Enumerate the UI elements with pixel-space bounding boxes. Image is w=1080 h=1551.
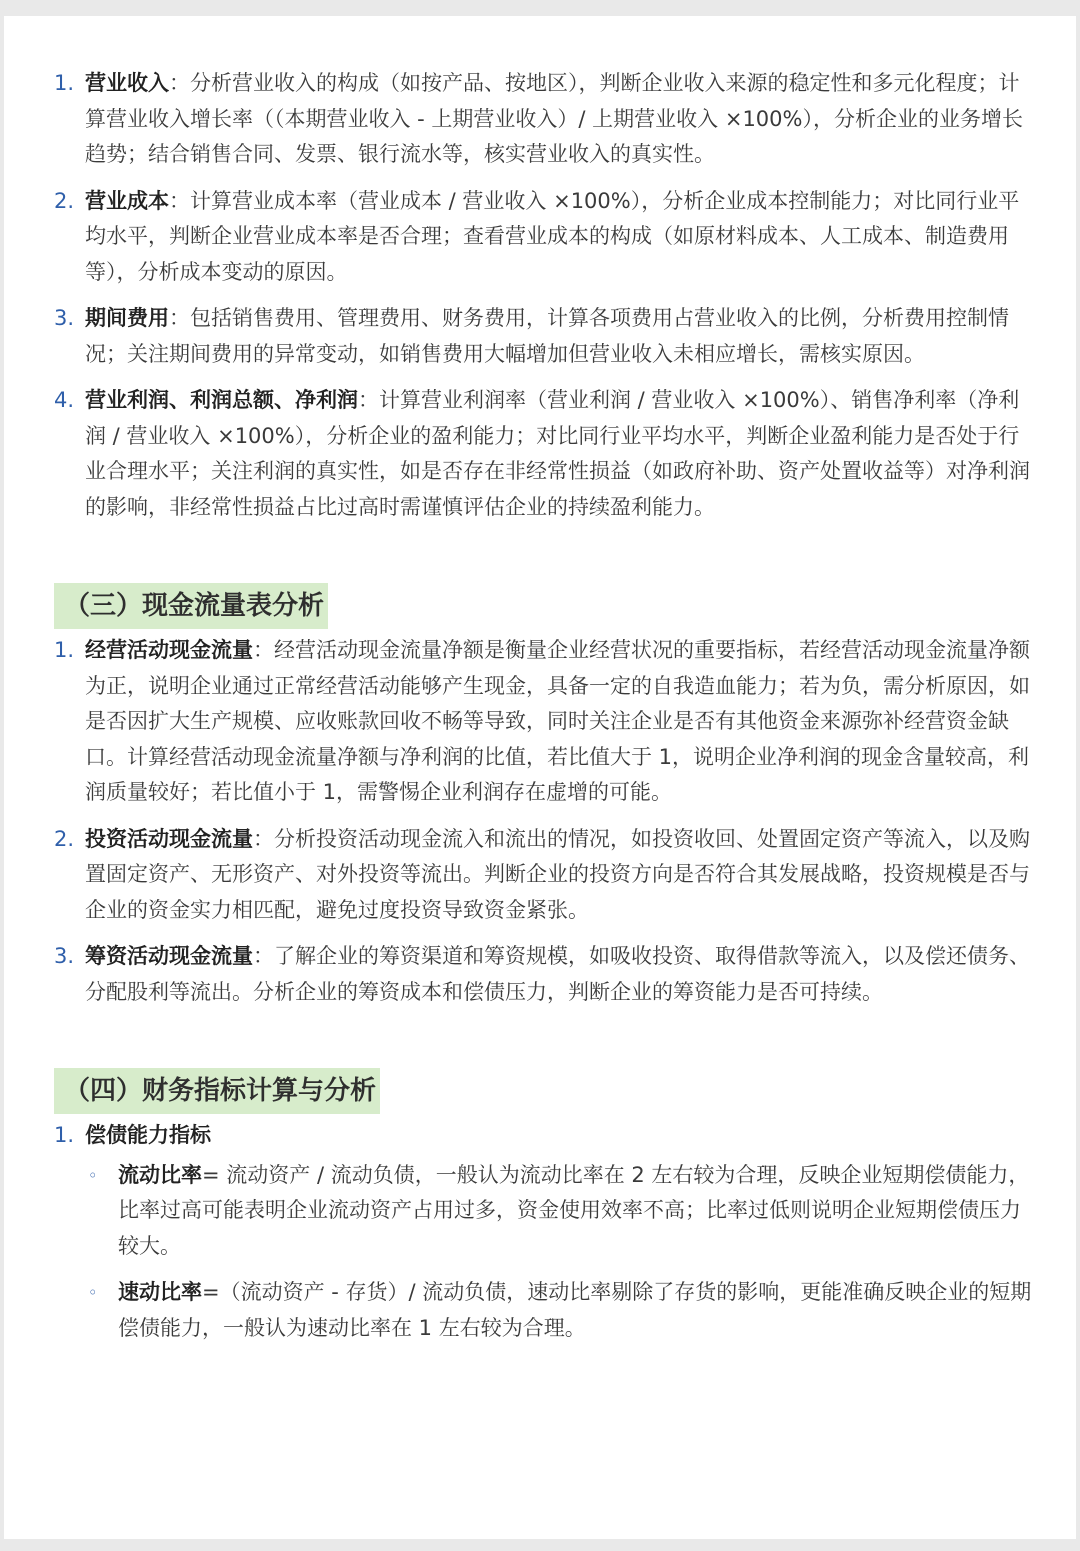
item-term: 经营活动现金流量 [85, 638, 253, 662]
hollow-bullet-icon: ◦ [88, 1283, 98, 1302]
item-body: 了解企业的筹资渠道和筹资规模，如吸收投资、取得借款等流入，以及偿还债务、分配股利等流出。分析企业的筹资成本和偿债压力，判断企业的筹资能力是否可持续。 [85, 944, 1030, 1004]
financial-indicators-list [54, 1118, 1034, 1346]
item-body: 分析营业收入的构成（如按产品、按地区），判断企业收入来源的稳定性和多元化程度；计算营业收入增长率（（本期营业收入 - 上期营业收入）/ 上期营业收入 ×100%），分析企业的业务增长趋势；结合销售合同、发票、银行流水等，核实营业收入的真实性。 [85, 71, 1023, 166]
document-content [54, 66, 1034, 1357]
cash-flow-list [54, 633, 1034, 1010]
item-number: 3. [54, 944, 75, 968]
sub-list [54, 1158, 1034, 1347]
section-heading-cash-flow: （三）现金流量表分析 [54, 583, 328, 629]
list-item: 2. 投资活动现金流量：分析投资活动现金流入和流出的情况，如投资收回、处置固定资产等流入，以及购置固定资产、无形资产、对外投资等流出。判断企业的投资方向是否符合其发展战略，投资规模是否与企业的资金实力相匹配，避免过度投资导致资金紧张。 [54, 822, 1034, 929]
sub-list-item [54, 1158, 1034, 1265]
item-number: 4. [54, 388, 75, 412]
item-body: 计算营业利润率（营业利润 / 营业收入 ×100%）、销售净利率（净利润 / 营业收入 ×100%），分析企业的盈利能力；对比同行业平均水平，判断企业盈利能力是否处于行业合理水平；关注利润的真实性，如是否存在非经常性损益（如政府补助、资产处置收益等）对净利润的影响，非经常性损益占比过高时需谨慎评估企业的持续盈利能力。 [85, 388, 1030, 519]
item-number: 2. [54, 826, 75, 851]
item-term: 流动比率 [118, 1162, 202, 1187]
list-item: 3. 筹资活动现金流量：了解企业的筹资渠道和筹资规模，如吸收投资、取得借款等流入，以及偿还债务、分配股利等流出。分析企业的筹资成本和偿债压力，判断企业的筹资能力是否可持续。 [54, 939, 1034, 1010]
hollow-bullet-icon: ◦ [88, 1165, 98, 1185]
item-term: 期间费用 [85, 306, 169, 330]
item-body: 经营活动现金流量净额是衡量企业经营状况的重要指标，若经营活动现金流量净额为正，说明企业通过正常经营活动能够产生现金，具备一定的自我造血能力；若为负，需分析原因，如是否因扩大生产规模、应收账款回收不畅等导致，同时关注企业是否有其他资金来源弥补经营资金缺口。计算经营活动现金流量净额与净利润的比值，若比值大于 1，说明企业净利润的现金含量较高，利润质量较好；若比值小于 1，需警惕企业利润存在虚增的可能。 [85, 638, 1030, 804]
item-number: 3. [54, 306, 75, 330]
list-item: 4. 营业利润、利润总额、净利润：计算营业利润率（营业利润 / 营业收入 ×100%）、销售净利率（净利润 / 营业收入 ×100%），分析企业的盈利能力；对比同行业平均水平，判断企业盈利能力是否处于行业合理水平；关注利润的真实性，如是否存在非经常性损益（如政府补助、资产处置收益等）对净利润的影响，非经常性损益占比过高时需谨慎评估企业的持续盈利能力。 [54, 383, 1034, 525]
item-term: 营业成本 [85, 188, 169, 213]
item-term: 速动比率 [118, 1280, 202, 1304]
item-term: 筹资活动现金流量 [85, 944, 253, 968]
list-item: 1. 营业收入：分析营业收入的构成（如按产品、按地区），判断企业收入来源的稳定性和多元化程度；计算营业收入增长率（（本期营业收入 - 上期营业收入）/ 上期营业收入 ×100%），分析企业的业务增长趋势；结合销售合同、发票、银行流水等，核实营业收入的真实性。 [54, 66, 1034, 173]
list-item [54, 1118, 1034, 1346]
item-number: 1. [54, 1123, 75, 1147]
item-number: 1. [54, 638, 75, 662]
sub-list-item [54, 1275, 1034, 1346]
item-term: 营业利润、利润总额、净利润 [85, 388, 358, 412]
item-number: 2. [54, 188, 75, 213]
item-body: 分析投资活动现金流入和流出的情况，如投资收回、处置固定资产等流入，以及购置固定资产、无形资产、对外投资等流出。判断企业的投资方向是否符合其发展战略，投资规模是否与企业的资金实力相匹配，避免过度投资导致资金紧张。 [85, 826, 1030, 922]
item-term: 偿债能力指标 [85, 1123, 211, 1147]
item-body: = 流动资产 / 流动负债，一般认为流动比率在 2 左右较为合理，反映企业短期偿债能力，比率过高可能表明企业流动资产占用过多，资金使用效率不高；比率过低则说明企业短期偿债压力较大。 [118, 1162, 1030, 1258]
item-body: 计算营业成本率（营业成本 / 营业收入 ×100%），分析企业成本控制能力；对比同行业平均水平，判断企业营业成本率是否合理；查看营业成本的构成（如原材料成本、人工成本、制造费用等），分析成本变动的原因。 [85, 188, 1020, 284]
item-number: 1. [54, 71, 75, 95]
document-page [4, 16, 1076, 1539]
list-item: 2. 营业成本：计算营业成本率（营业成本 / 营业收入 ×100%），分析企业成本控制能力；对比同行业平均水平，判断企业营业成本率是否合理；查看营业成本的构成（如原材料成本、人工成本、制造费用等），分析成本变动的原因。 [54, 184, 1034, 291]
list-item: 3. 期间费用：包括销售费用、管理费用、财务费用，计算各项费用占营业收入的比例，分析费用控制情况；关注期间费用的异常变动，如销售费用大幅增加但营业收入未相应增长，需核实原因。 [54, 301, 1034, 372]
item-body: =（流动资产 - 存货）/ 流动负债，速动比率剔除了存货的影响，更能准确反映企业的短期偿债能力，一般认为速动比率在 1 左右较为合理。 [118, 1280, 1032, 1340]
income-statement-list [54, 66, 1034, 525]
item-body: 包括销售费用、管理费用、财务费用，计算各项费用占营业收入的比例，分析费用控制情况；关注期间费用的异常变动，如销售费用大幅增加但营业收入未相应增长，需核实原因。 [85, 306, 1009, 366]
list-item: 1. 经营活动现金流量：经营活动现金流量净额是衡量企业经营状况的重要指标，若经营活动现金流量净额为正，说明企业通过正常经营活动能够产生现金，具备一定的自我造血能力；若为负，需分析原因，如是否因扩大生产规模、应收账款回收不畅等导致，同时关注企业是否有其他资金来源弥补经营资金缺口。计算经营活动现金流量净额与净利润的比值，若比值大于 1，说明企业净利润的现金含量较高，利润质量较好；若比值小于 1，需警惕企业利润存在虚增的可能。 [54, 633, 1034, 811]
item-term: 营业收入 [85, 71, 169, 95]
item-term: 投资活动现金流量 [85, 826, 253, 851]
section-heading-financial-indicators: （四）财务指标计算与分析 [54, 1068, 380, 1114]
